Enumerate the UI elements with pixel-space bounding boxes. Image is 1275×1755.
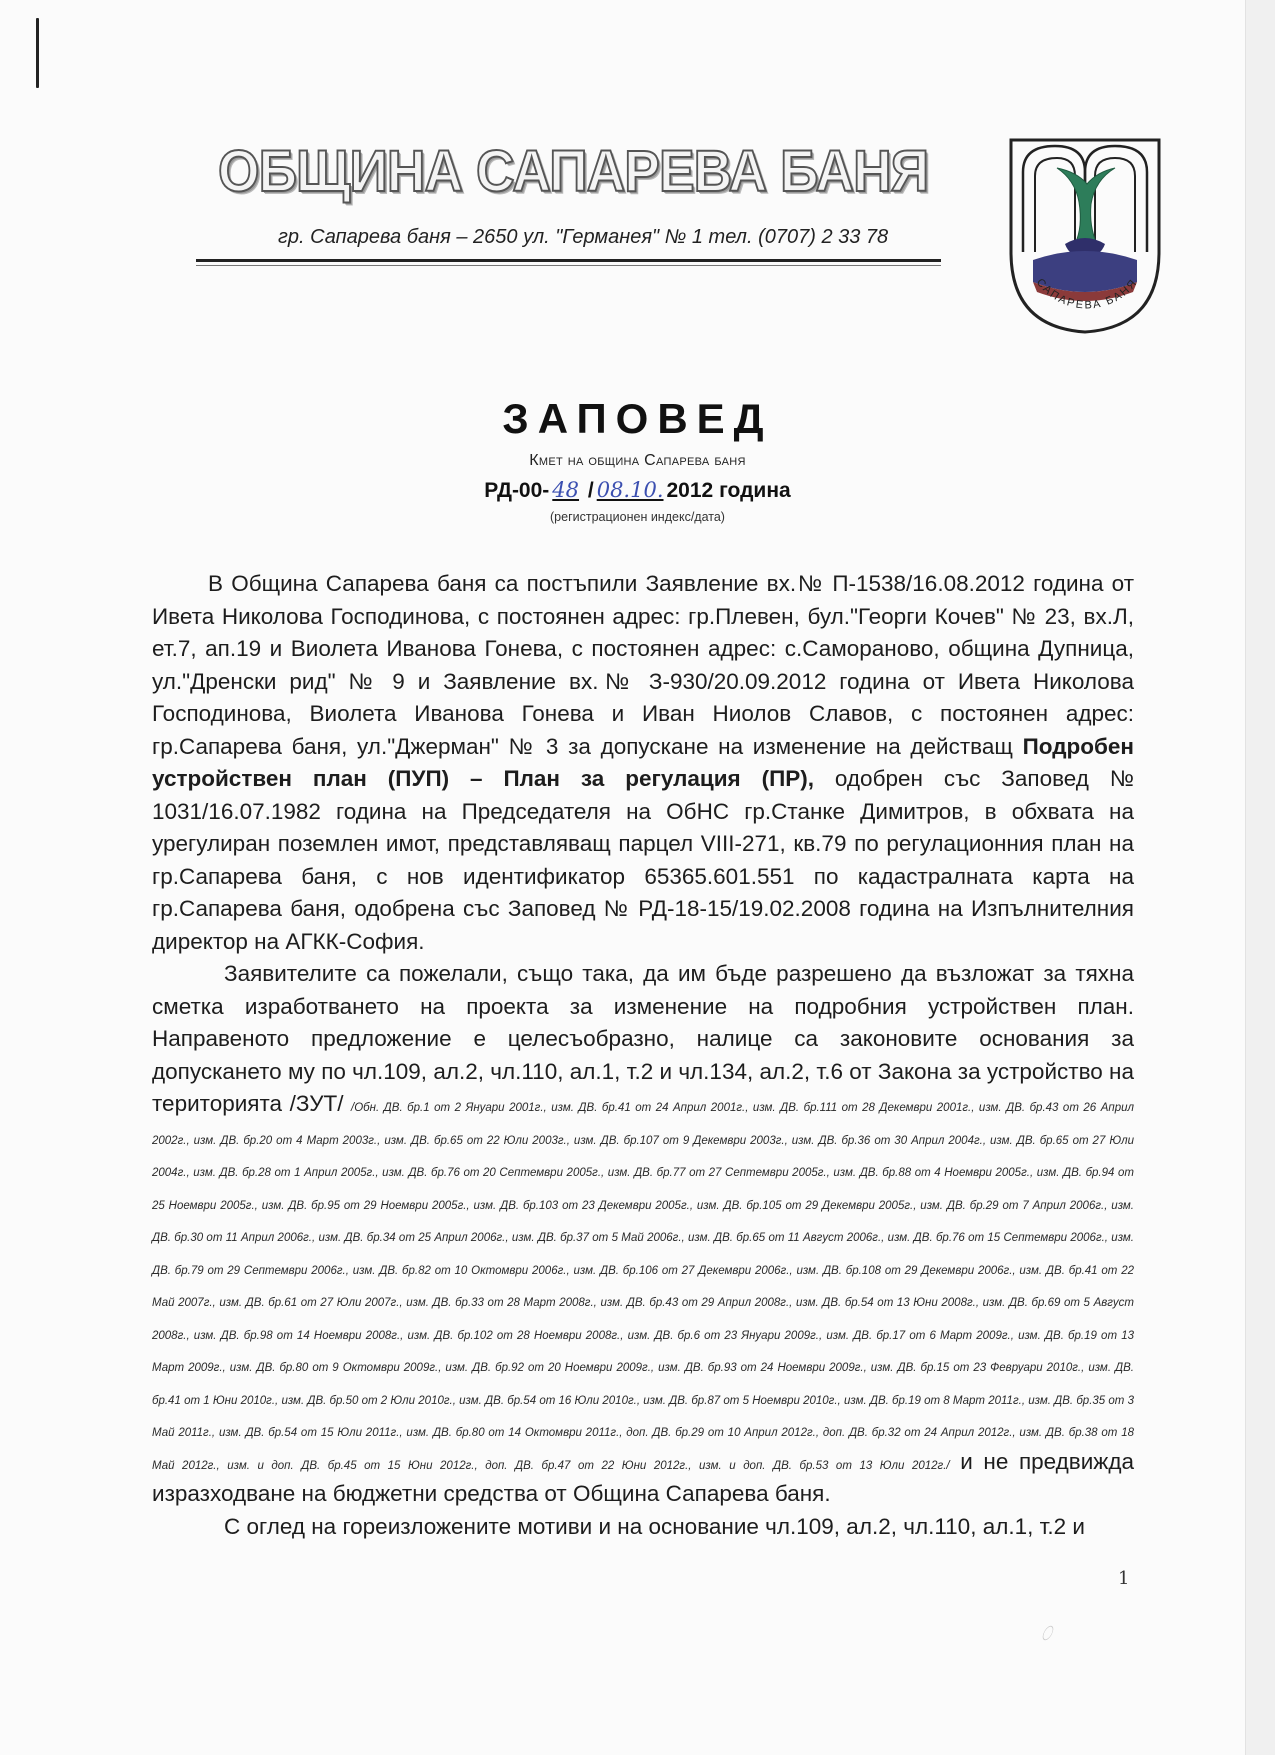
paragraph-3: С оглед на гореизложените мотиви и на основание чл.109, ал.2, чл.110, ал.1, т.2 и	[224, 1513, 1085, 1539]
registration-line: РД-00- 48 / 08.10. 2012 година	[484, 478, 791, 502]
paragraph-2	[152, 958, 1134, 1511]
p2-text-a: Заявителите са пожелали, също така, да им бъде разрешено да възложат за тяхна сметка изработването на проекта за изменение на подробния устройствен план. Направеното предложение е целесъобразно, налице са законовите основания за допускането му по чл.109, ал.2, чл.110, ал.1, т.2 и чл.134, ал.2, т.6 от Закона за устройство на територията /ЗУТ/	[152, 961, 1134, 1116]
reg-number-handwritten: 48	[552, 478, 580, 502]
p1-bold-plan: Подробен устройствен план (ПУП) – План за регулация (ПР),	[152, 733, 1134, 791]
municipality-title: ОБЩИНА САПАРЕВА БАНЯ	[218, 139, 929, 204]
reg-date-handwritten: 08.10.	[596, 478, 664, 502]
order-issuer: Кмет на община Сапарева баня	[529, 452, 746, 469]
order-title: ЗАПОВЕД	[502, 395, 773, 442]
p2-text-b: и не предвижда изразходване на бюджетни средства от Община Сапарева баня.	[152, 1448, 1134, 1506]
header-rule-thin	[196, 265, 941, 266]
reg-suffix: година	[719, 479, 791, 502]
municipality-coat-of-arms	[1005, 132, 1165, 337]
registration-caption: (регистрационен индекс/дата)	[550, 510, 725, 524]
reg-prefix: РД-00-	[484, 479, 550, 502]
p1-text-b: одобрен със Заповед № 1031/16.07.1982 година на Председателя на ОбНС гр.Станке Димитров, в обхвата на урегулиран поземлен имот, представляващ парцел VIII-271, кв.79 по регулационния план на гр.Сапарева баня, с нов идентификатор 65365.601.551 по кадастралната карта на гр.Сапарева баня, одобрена със Заповед № РД-18-15/19.02.2008 година на Изпълнителния директор на АГКК-София.	[152, 766, 1134, 954]
scan-edge-mark	[36, 18, 39, 88]
reg-year: 2012	[666, 479, 714, 502]
scan-page-edge	[1245, 0, 1275, 1755]
page-number: 1	[1118, 1568, 1130, 1589]
scan-smudge	[1041, 1624, 1056, 1642]
logo-text: САПАРЕВА БАНЯ	[1033, 276, 1141, 312]
header-rule	[196, 259, 941, 262]
order-body	[152, 568, 1134, 1543]
p1-text-a: В Община Сапарева баня са постъпили Заявление вх.№ П-1538/16.08.2012 година от Ивета Николова Господинова, с постоянен адрес: гр.Плевен, бул."Георги Кочев" № 23, вх.Л, ет.7, ап.19 и Виолета Иванова Гонева, с постоянен адрес: с.Самораново, община Дупница, ул."Дренски рид" № 9 и Заявление вх.№ З-930/20.09.2012 година от Ивета Николова Господинова, Виолета Иванова Гонева и Иван Ниолов Славов, с постоянен адрес: гр.Сапарева баня, ул."Джерман" № 3 за допускане на изменение на действащ	[152, 571, 1134, 759]
paragraph-1	[152, 568, 1134, 958]
municipality-address: гр. Сапарева баня – 2650 ул. "Германея" № 1 тел. (0707) 2 33 78	[278, 226, 889, 248]
p2-law-amendments: /Обн. ДВ. бр.1 от 2 Януари 2001г., изм. ДВ. бр.41 от 24 Април 2001г., изм. ДВ. бр.111 от 28 Декември 2001г., изм. ДВ. бр.43 от 26 Април 2002г., изм. ДВ. бр.20 от 4 Март 2003г., изм. ДВ. бр.65 от 22 Юли 2003г., изм. ДВ. бр.107 от 9 Декември 2003г., изм. ДВ. бр.36 от 30 Април 2004г., изм. ДВ. бр.65 от 27 Юли 2004г., изм. ДВ. бр.28 от 1 Април 2005г., изм. ДВ. бр.76 от 20 Септември 2005г., изм. ДВ. бр.77 от 27 Септември 2005г., изм. ДВ. бр.88 от 4 Ноември 2005г., изм. ДВ. бр.94 от 25 Ноември 2005г., изм. ДВ. бр.95 от 29 Ноември 2005г., изм. ДВ. бр.103 от 23 Декември 2005г., изм. ДВ. бр.105 от 29 Декември 2005г., изм. ДВ. бр.29 от 7 Април 2006г., изм. ДВ. бр.30 от 11 Април 2006г., изм. ДВ. бр.34 от 25 Април 2006г., изм. ДВ. бр.37 от 5 Май 2006г., изм. ДВ. бр.65 от 11 Август 2006г., изм. ДВ. бр.76 от 15 Септември 2006г., изм. ДВ. бр.79 от 29 Септември 2006г., изм. ДВ. бр.82 от 10 Октомври 2006г., изм. ДВ. бр.106 от 27 Декември 2006г., изм. ДВ. бр.108 от 29 Декември 2006г., изм. ДВ. бр.41 от 22 Май 2007г., изм. ДВ. бр.61 от 27 Юли 2007г., изм. ДВ. бр.33 от 28 Март 2008г., изм. ДВ. бр.43 от 29 Април 2008г., изм. ДВ. бр.54 от 13 Юни 2008г., изм. ДВ. бр.69 от 5 Август 2008г., изм. ДВ. бр.98 от 14 Ноември 2008г., изм. ДВ. бр.102 от 28 Ноември 2008г., изм. ДВ. бр.6 от 23 Януари 2009г., изм. ДВ. бр.17 от 6 Март 2009г., изм. ДВ. бр.19 от 13 Март 2009г., изм. ДВ. бр.80 от 9 Октомври 2009г., изм. ДВ. бр.92 от 20 Ноември 2009г., изм. ДВ. бр.93 от 24 Ноември 2009г., изм. ДВ. бр.15 от 23 Февруари 2010г., изм. ДВ. бр.41 от 1 Юни 2010г., изм. ДВ. бр.50 от 2 Юли 2010г., изм. ДВ. бр.54 от 16 Юли 2010г., изм. ДВ. бр.87 от 5 Ноември 2010г., изм. ДВ. бр.19 от 8 Март 2011г., изм. ДВ. бр.35 от 3 Май 2011г., изм. ДВ. бр.54 от 15 Юли 2011г., изм. ДВ. бр.80 от 14 Октомври 2011г., доп. ДВ. бр.29 от 10 Април 2012г., доп. ДВ. бр.32 от 24 Април 2012г., изм. ДВ. бр.38 от 18 Май 2012г., изм. и доп. ДВ. бр.45 от 15 Юни 2012г., доп. ДВ. бр.47 от 22 Юни 2012г., изм. и доп. ДВ. бр.53 от 13 Юли 2012г./	[152, 1102, 1134, 1472]
